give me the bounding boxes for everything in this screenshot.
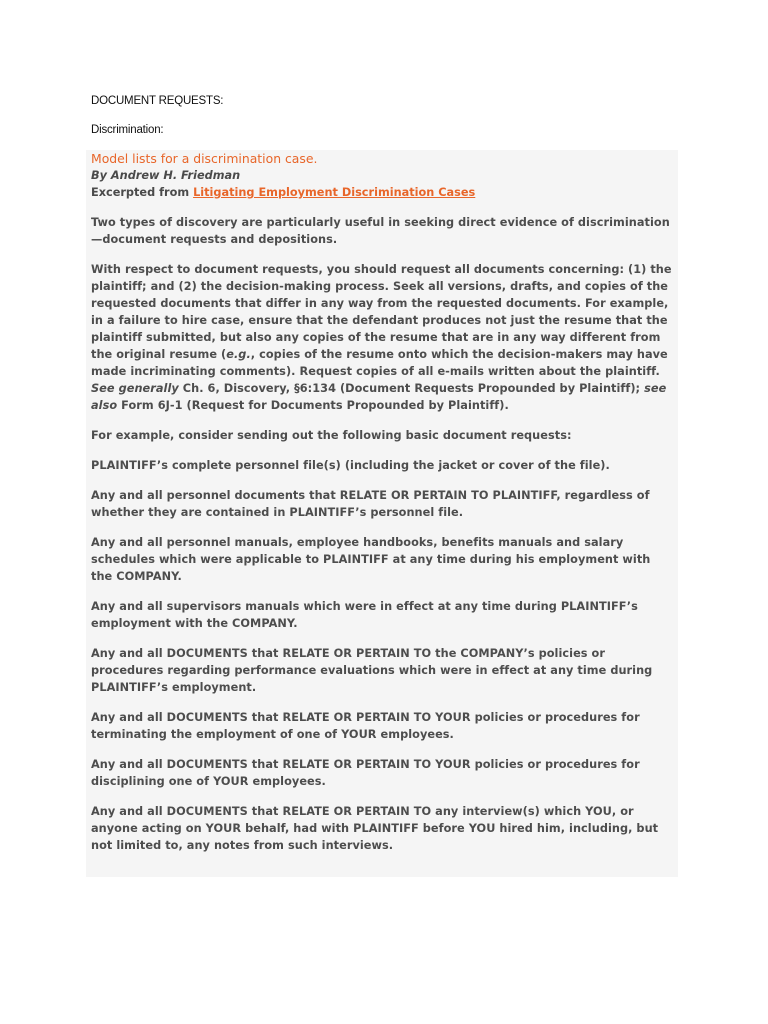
discrimination-heading: Discrimination:	[91, 124, 164, 136]
request-item: Any and all DOCUMENTS that RELATE OR PERTAIN TO YOUR policies or procedures for disciplining one of YOUR employees.	[91, 758, 640, 788]
eg-text: e.g.	[226, 348, 251, 361]
see-also-text: see also	[91, 382, 667, 412]
document-requests-heading: DOCUMENT REQUESTS:	[91, 95, 224, 107]
request-item: Any and all supervisors manuals which were in effect at any time during PLAINTIFF’s employment with the COMPANY.	[91, 600, 638, 630]
excerpt-title: Model lists for a discrimination case.	[91, 151, 318, 166]
intro-paragraph: Two types of discovery are particularly useful in seeking direct evidence of discrimination—document requests and depositions.	[91, 216, 670, 246]
excerpt-content	[91, 150, 673, 854]
request-item: Any and all DOCUMENTS that RELATE OR PERTAIN TO any interview(s) which YOU, or anyone acting on YOUR behalf, had with PLAINTIFF before YOU hired him, including, but not limited to, any notes from such interviews.	[91, 805, 659, 852]
request-item: Any and all DOCUMENTS that RELATE OR PERTAIN TO YOUR policies or procedures for terminating the employment of one of YOUR employees.	[91, 711, 640, 741]
respect-text-3: Ch. 6, Discovery, §6:134 (Document Requests Propounded by Plaintiff);	[178, 382, 645, 395]
request-item: PLAINTIFF’s complete personnel file(s) (including the jacket or cover of the file).	[91, 459, 610, 472]
respect-text-2: , copies of the resume onto which the decision-makers may have made incriminating comments). Request copies of all e-mails written about the plaintiff.	[91, 348, 668, 378]
excerpt-source	[91, 184, 673, 201]
request-item: Any and all personnel documents that RELATE OR PERTAIN TO PLAINTIFF, regardless of whether they are contained in PLAINTIFF’s personnel file.	[91, 489, 650, 519]
excerpt-source-prefix: Excerpted from	[91, 186, 194, 199]
respect-text-4: Form 6J-1 (Request for Documents Propounded by Plaintiff).	[117, 399, 509, 412]
see-generally-text: See generally	[91, 382, 179, 395]
request-item: Any and all personnel manuals, employee handbooks, benefits manuals and salary schedules which were applicable to PLAINTIFF at any time during his employment with the COMPANY.	[91, 536, 651, 583]
document-requests-paragraph	[91, 261, 673, 414]
respect-text-1: With respect to document requests, you should request all documents concerning: (1) the plaintiff; and (2) the decision-making process. Seek all versions, drafts, and copies of the requested documents that differ in any way from the requested documents. For example, in a failure to hire case, ensure that the defendant produces not just the resume that the plaintiff submitted, but also any copies of the resume that are in any way different from the original resume (	[91, 263, 672, 361]
excerpt-box	[86, 150, 678, 877]
excerpt-byline: By Andrew H. Friedman	[91, 169, 241, 182]
book-title-link[interactable]: Litigating Employment Discrimination Cases	[193, 186, 476, 199]
example-intro-paragraph: For example, consider sending out the following basic document requests:	[91, 429, 572, 442]
request-item: Any and all DOCUMENTS that RELATE OR PERTAIN TO the COMPANY’s policies or procedures regarding performance evaluations which were in effect at any time during PLAINTIFF’s employment.	[91, 647, 653, 694]
